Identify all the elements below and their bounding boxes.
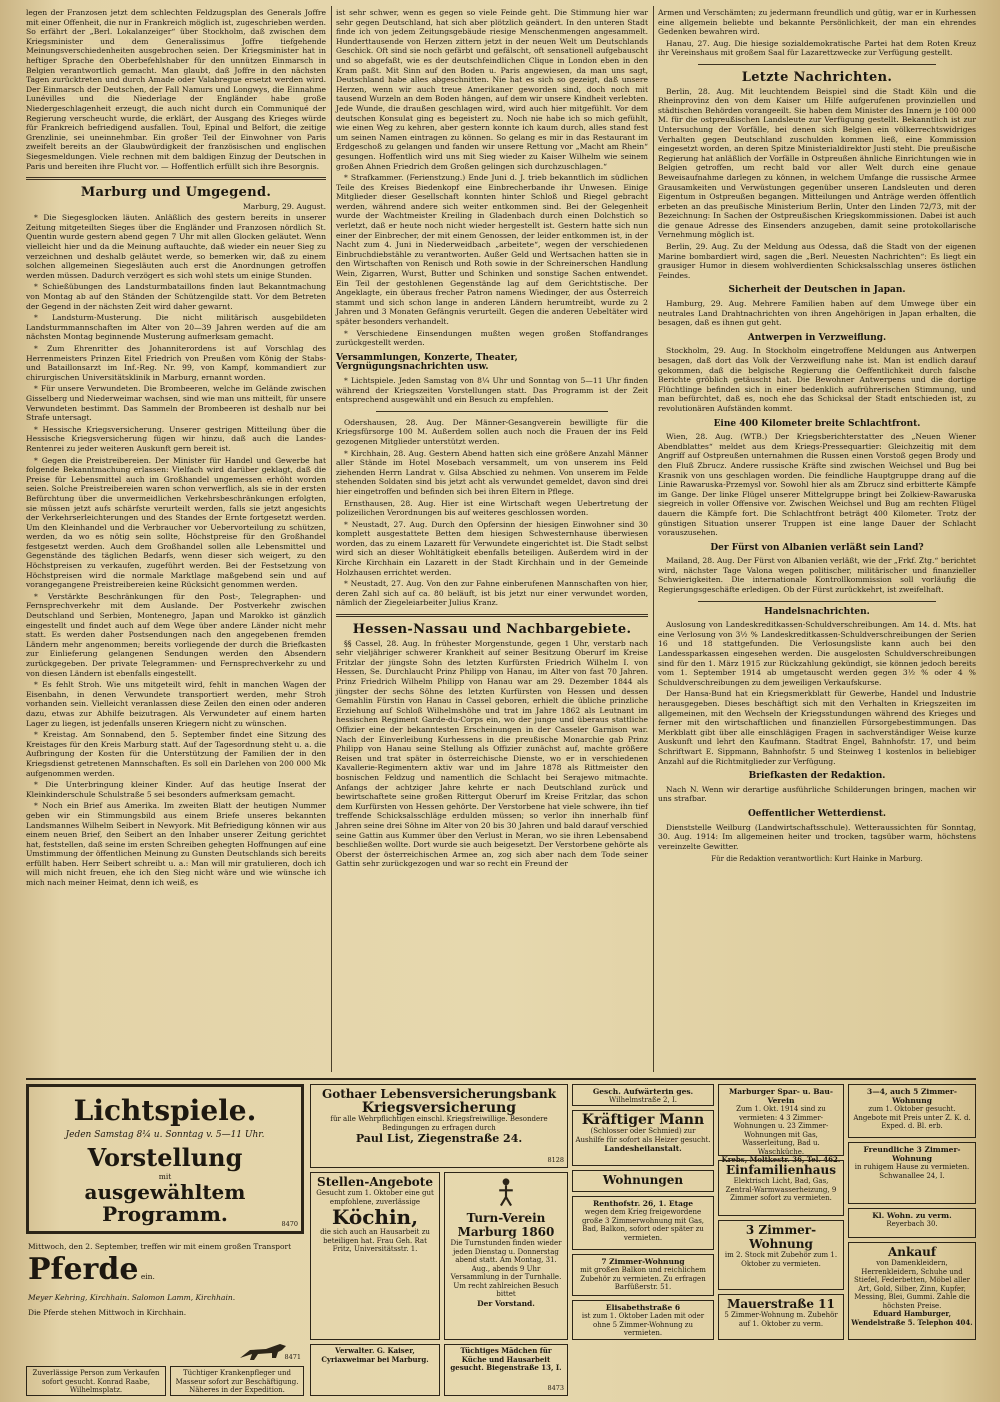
article-paragraph: * Strafkammer. (Ferienstzung.) Ende Juni d. J. trieb bekanntlich im südlichen Teile des Kreises Biedenkopf eine Einbrecherbande ihr Unwesen. Einige Mitglieder dieser Gesellschaft konnten hinter Schloß und Riegel gebracht werden, während andere sich weiter entkommen sind. Bei der Gelegenheit wurde der Wachtmeister Kreiling in Gladenbach durch einen Dolchstich so verletzt, daß er heute noch nicht wieder hergestellt ist. Gestern hatte sich nun einer der Einbrecher, der mit einem Genossen, der leider entkommen ist, in der Nacht zum 4. Juni in Niederweidbach „arbeitete“, wegen der verschiedenen Einbruchdiebstähle zu verantworten. Außer Geld und Wertsachen hatten sie in den Wirtschaften von Renisch und Roth sowie in der Schreinerschen Handlung Wein, Zigarren, Wurst, Butter und Schinken und sonstige Sachen entwendet. Ein Teil der gestohlenen Gegenstände lag auf dem Gerichtstische. Der Angeklagte, ein überaus frecher Patron namens Wiedinger, der aus Österreich stammt und sich schon lange in anderen Ländern herumtreibt, wurde zu 2 Jahren und 3 Monaten Gefängnis verurteilt. Gegen die anderen Uebeltäter wird später besonders verhandelt.	[336, 173, 648, 326]
ad-text: Meyer Kehring, Kirchhain. Salomon Lamm, Kirchhain.	[28, 1293, 236, 1302]
ad-name: Paul List, Ziegenstraße 24.	[355, 1132, 523, 1145]
ad-gothaer	[310, 1084, 568, 1168]
article-paragraph: * Noch ein Brief aus Amerika. Im zweiten Blatt der heutigen Nummer geben wir ein Stimmungsbild aus einem Briefe unseres bekannten Landsmannes Wilhelm Seibert in Newyork. Mit Befriedigung können wir aus einem neuen Brief, den Seibert an den Inhaber unserer Zeitung gerichtet hat, feststellen, daß seine im ersten Schreiben gehegten Hoffnungen auf eine Umstimmung der öffentlichen Meinung zu Gunsten Deutschlands sich bereits erfüllt haben. Herr Seibert schreibt u. a.: Man will mir gratulieren, doch ich will mich nicht freuen, ehe ich den Sieg nicht wäre und wie wünsche ich mich nach meiner Heimat, denn ich weiß, es	[26, 801, 326, 888]
ad-mauerstrasse	[718, 1294, 844, 1340]
ad-ref: 8471	[284, 1353, 301, 1361]
ad-title: Lichtspiele.	[73, 1094, 257, 1127]
ad-drei-zimmer	[718, 1220, 844, 1290]
subsection-heading: Eine 400 Kilometer breite Schlachtfront.	[713, 418, 921, 429]
article-paragraph: Dienststelle Weilburg (Landwirtschaftsschule). Wetteraussichten für Sonntag, 30. Aug. 1914: Im allgemeinen heiter und trocken, tagsüber warm, höchstens vereinzelte Gewitter.	[658, 822, 976, 851]
ad-title: Elisabethstraße 6	[605, 1303, 681, 1312]
ad-title: Stellen-Angebote	[317, 1175, 433, 1189]
ad-text: im 2. Stock mit Zubehör zum 1. Oktober zu vermieten.	[724, 1251, 838, 1268]
ad-text: Die Pferde stehen Mittwoch in Kirchhain.	[28, 1308, 187, 1317]
ad-title: Renthofstr. 26, 1. Etage	[593, 1199, 693, 1208]
article-paragraph: Nach N. Wenn wir derartige ausführliche Schilderungen bringen, machen wir uns strafbar.	[658, 784, 976, 804]
section-heading: Marburg und Umgegend.	[80, 185, 272, 201]
column-2	[336, 8, 648, 1074]
ad-text: Verwalter. G. Kaiser, Cyriaxweimar bei Marburg.	[321, 1346, 429, 1364]
article-paragraph: * Es fehlt Stroh. Wie uns mitgeteilt wird, fehlt in manchen Wagen der Eisenbahn, in denen Verwundete transportiert werden, mehr Stroh vorhanden sein. Vielleicht veranlassen diese Zeilen den einen oder anderen dazu, etwas zur Abhilfe beizutragen. Als Verwundeter auf einem harten Lager zu liegen, ist jedenfalls unseren Kriegern nicht zu wünschen.	[26, 680, 326, 728]
article-paragraph: * Kreistag. Am Sonnabend, den 5. September findet eine Sitzung des Kreistages für den Kreis Marburg statt. Auf der Tagesordnung steht u. a. die Aufbringung der Kosten für die Unterstützung der Familien der in den Kriegsdienst getretenen Mannschaften. Es soll ein Darlehen von 200 000 Mk aufgenommen werden.	[26, 730, 326, 778]
ad-name: Eduard Hamburger, Wendelstraße 5. Telephon 404.	[851, 1309, 973, 1327]
ad-title: Freundliche 3 Zimmer-Wohnung	[863, 1145, 961, 1163]
ad-text: Mittwoch, den 2. September, treffen wir mit einem großen Transport	[28, 1242, 292, 1251]
article-paragraph: Berlin, 28. Aug. Mit leuchtendem Beispiel sind die Stadt Köln und die Rheinprovinz den von dem Kaiser um Hilfe aufgerufenen provinziellen und städtischen Behörden vorangeeilt. Sie haben dem Minister des Innern je 100 000 M. für die ostpreußischen Landsleute zur Verfügung gestellt. Bekanntlich ist zur Untersuchung der Vorfälle, bei denen sich Belgien ein völkerrechtswidriges Verhalten gegen Deutschland zuschulden kommen ließ, eine Kommission eingesetzt worden, an deren Spitze Ministerialdirektor Justi steht. Die preußische Regierung hat anläßlich der Vorfälle in Ostpreußen ähnliche Einrichtungen wie in Belgien getroffen, um recht bald vor aller Welt durch eine genaue Beweisaufnahme darlegen zu können, in welchem Umfange die russische Armee Grausamkeiten und Verwüstungen gegenüber unseren Landsleuten und deren Eigentum in Ostpreußen begangen. Mitteilungen und Anträge werden öffentlich erbeten an das preußische Ministerium Berlin, Unter den Linden 72/73, mit der Bezeichnung: In Sachen der Ostpreußischen Kriegskommissionen. Dabei ist auch die genaue Adresse des Einsenders anzugeben, damit seine protokollarische Vernehmung möglich ist.	[658, 86, 976, 240]
ad-kraeftiger-mann	[572, 1110, 714, 1166]
subsection-heading: Sicherheit der Deutschen in Japan.	[728, 285, 906, 296]
advertisement-section	[26, 1078, 976, 1398]
article-paragraph: Stockholm, 29. Aug. In Stockholm eingetroffene Meldungen aus Antwerpen besagen, daß dort das Volk der Verzweiflung nahe ist. Man ist endlich darauf gekommen, daß die belgische Regierung die Oeffentlichkeit durch falsche Berichte gröblich getäuscht hat. Die Bewohner Antwerpens und die dortige Flüchtlinge befinden sich in einer bedenklich aufrührerischen Stimmung, und man befürchtet, daß es, noch ehe das Schicksal der Stadt entschieden ist, zu revolutionären Aufständen kommt.	[658, 346, 976, 413]
ad-text: in ruhigem Hause zu vermieten. Schwanallee 24, I.	[854, 1163, 970, 1180]
divider	[698, 64, 936, 65]
ad-text: die sich auch an Hausarbeit zu beteiligen hat. Frau Geh. Rat Fritz, Universitätsstr. 1.	[320, 1228, 430, 1253]
ad-einfamilienhaus	[718, 1160, 844, 1216]
article-paragraph: * Landsturm-Musterung. Die nicht militärisch ausgebildeten Landsturmmannschaften im Alter von 20—39 Jahren werden auf die am nächsten Montag beginnende Musterung aufmerksam gemacht.	[26, 313, 326, 342]
article-paragraph: Auslosung von Landeskreditkassen-Schuldverschreibungen. Am 14. d. Mts. hat eine Verlosung von 3½ % Landeskreditkassen-Schuldverschreibungen der Serien 16 und 18 stattgefunden. Die Verlosungsliste kann auch bei den Landessparkassen eingesehen werden. Die ausgelosten Schuldverschreibungen sind für den 1. März 1915 zur Rückzahlung gekündigt, sie können jedoch bereits vom 1. September 1914 ab umgetauscht werden gegen 3½ % oder 4 % Schuldverschreibungen zu dem jeweiligen Verkaufskurse.	[658, 620, 976, 687]
article-paragraph: * Schießübungen des Landsturmbataillons finden laut Bekanntmachung von Montag ab auf den Ständen der Schützengilde statt. Vor dem Betreten der Gegend in der nächsten Zeit wird daher gewarnt.	[26, 282, 326, 311]
ad-ref: 8470	[281, 1220, 298, 1228]
ad-stellen	[310, 1172, 440, 1340]
ad-text: Elektrisch Licht, Bad, Gas, Zentral-Warmwasserheizung, 9 Zimmer sofort zu vermieten.	[725, 1177, 837, 1202]
column-rule	[331, 6, 332, 1072]
article-paragraph: Der Hansa-Bund hat ein Kriegsmerkblatt für Gewerbe, Handel und Industrie herausgegeben. Dieses beschäftigt sich mit den Verhalten in Kriegszeiten im allgemeinen, mit den Wechseln der Kriegsstundungen während des Krieges und ferner mit den wirtschaftlichen und finanziellen Fürsorgebestimmungen. Das Merkblatt gibt über alle einschlägigen Fragen in sachverständiger Weise kurze Auskunft und lehrt den Kaufmann. Stadtrat Engel, Bahnhofstr. 17, und beim Schriftwart E. Sippmann, Bahnhofstr. 5 und Steinweg 1 kostenlos in beliebiger Anzahl auf die Richtmitglieder zur Verfügung.	[658, 689, 976, 766]
article-paragraph: * Die Siegesglocken läuten. Anläßlich des gestern bereits in unserer Zeitung mitgeteilten Sieges über die Engländer und Franzosen nördlich St. Quentin wurde gestern abend gegen 7 Uhr mit allen Glocken geläutet. Wenn vielleicht hier und da die Meinung auftauchte, daß wieder ein neuer Sieg zu verzeichnen und deshalb geläutet werde, so bemerken wir, daß zu einem solchen allgemeinen Siegesläuten auch erst die Anordnungen getroffen werden müssen. Dadurch verzögert es sich wohl stets um einige Stunden.	[26, 213, 326, 280]
ad-freundliche-wohnung	[848, 1142, 976, 1204]
ad-text: (Schlosser oder Schmied) zur Aushilfe für sofort als Heizer gesucht.	[575, 1127, 711, 1144]
ad-headline: Köchin,	[331, 1205, 419, 1229]
column-1	[26, 8, 326, 1074]
column-3	[658, 8, 976, 1074]
ad-times: Jeden Samstag 8¼ u. Sonntag v. 5—11 Uhr.	[65, 1130, 265, 1140]
article-paragraph: Mailand, 28. Aug. Der Fürst von Albanien verläßt, wie der „Frkf. Ztg.“ berichtet wird, nächster Tage Valona wegen politischer, militärischer und finanzieller Schwierigkeiten. Die internationale Kontrollkommission soll vorläufig die Regierungsgeschäfte erledigen. Ob der Fürst zurückkehrt, ist zweifelhaft.	[658, 556, 976, 595]
ad-title: Wohnungen	[602, 1173, 684, 1187]
article-paragraph: * Gegen die Preistreibereien. Der Minister für Handel und Gewerbe hat folgende Bekanntmachung erlassen: Vielfach wird darüber geklagt, daß die Preise für Lebensmittel auch im Großhandel ungemessen erhöht worden seien. Solche Preistreibereien waren schon verwerflich, als sie in der ersten Befürchtung über die unvermeidlichen Verkehrsbeschränkungen erfolgten, sie müssen jetzt aufs schärfste verurteilt werden, falls sie jetzt angesichts der Verkehrserleichterungen und des Standes der Ernte fortgesetzt werden. Um den Kleinhandel und die Verbraucher vor Uebervorteilung zu schützen, werden, da wo es nötig sein sollte, Höchstpreise für den Großhandel festgesetzt werden. Auch dem Großhandel sollen alle Lebensmittel und Gegenstände des täglichen Bedarfs, wenn dieser sich weigert, zu den Höchstpreisen zu verkaufen, zugeführt werden. Bei der Festsetzung von Höchstpreisen wird die normale Marktlage maßgebend sein und auf vorangegangene Preistreibereien keine Rücksicht genommen werden.	[26, 455, 326, 590]
ad-text: Tüchtiger Krankenpfleger und Masseur sofort zur Beschäftigung. Näheres in der Expedition.	[175, 1369, 299, 1394]
ad-text: Zuverlässige Person zum Verkaufen sofort gesucht. Konrad Raabe, Wilhelmsplatz.	[32, 1369, 160, 1394]
article-paragraph: * Lichtspiele. Jeden Samstag von 8¼ Uhr und Sonntag von 5—11 Uhr finden während der Kriegszeiten Vorstellungen statt. Das Programm ist der Zeit entsprechend ausgewählt und ein Besuch zu empfehlen.	[336, 375, 648, 405]
ad-name: Krebs, Moltkestr. 36, Tel. 462.	[721, 1155, 841, 1164]
ad-name: Landesheilanstalt.	[604, 1144, 682, 1153]
ad-title: 3 Zimmer-Wohnung	[745, 1223, 817, 1251]
column-rule	[653, 6, 654, 1072]
ad-title: Turn-Verein Marburg 1860	[457, 1211, 555, 1239]
article-paragraph: Wien, 28. Aug. (WTB.) Der Kriegsberichterstatter des „Neuen Wiener Abendblattes“ meldet aus dem Kriegs-Pressequartier: Gleichzeitig mit dem Angriff auf Ostpreußen unternahmen die Russen einen Vorstoß gegen Brody und den Fluß Zbrucz. Andere russische Kräfte sind zwischen Weichsel und Bug bei Krasnik von uns geschlagen worden. Die feindliche Hauptgruppe drang auf die Linie Rawaruska-Przemysl vor. Sowohl hier als am Zbrucz sind erbitterte Kämpfe im Gange. Der linke Flügel unserer Mittelgruppe bringt bei Zolkiew-Rawaruska siegreich in voller Offensive vor. Zwischen Weichsel und Bug am rechten Flügel dauern die Kämpfe fort. Die Schlachtfront beträgt 400 Kilometer. Trotz der günstigen Situation unserer Truppen ist eine lange Dauer der Schlacht vorauszusehen.	[658, 432, 976, 538]
article-paragraph: Armen und Verschämten; zu jedermann freundlich und gütig, war er in Kurhessen eine allgemein beliebte und bekannte Persönlichkeit, der man ein ehrendes Gedenken bewahren wird.	[658, 8, 976, 37]
divider	[376, 411, 608, 412]
ad-text: 5 Zimmer-Wohnung m. Zubehör auf 1. Oktober zu verm.	[724, 1311, 838, 1328]
dateline: Marburg, 29. August.	[243, 201, 326, 211]
article-paragraph: * Verschiedene Einsendungen mußten wegen großen Stoffandranges zurückgestellt werden.	[336, 328, 648, 348]
ad-bottom-pfleger	[170, 1366, 304, 1396]
ad-text: Tüchtiges Mädchen für Küche und Hausarbeit gesucht. Biegenstraße 13, I.	[450, 1346, 562, 1372]
ad-text: zum 1. Oktober gesucht. Angebote mit Preis unter Z. K. d. Exped. d. Bl. erb.	[853, 1105, 971, 1130]
lead-paragraph: legen der Franzosen jetzt dem schlechten Feldzugsplan des Generals Joffre mit einer Offenheit, die nur in Frankreich möglich ist, zugeschrieben werden. So erfährt der „Berl. Lokalanzeiger“ über Stockholm, daß zwischen dem Kriegsminister und dem Generalissimus Joffre tiefgehende Meinungsverschiedenheiten ausgebrochen seien. Der Kriegsminister hat in heftiger Sprache den Oberbefehlshaber für den unnützen Einmarsch in Belgien verantwortlich gemacht. Man glaubt, daß Joffre in den nächsten Tagen zurücktreten und durch Amade oder Valabregue ersetzt werden wird. Der Einmarsch der Deutschen, der Fall Namurs und Longwys, die Einnahme Lunévilles und die Niederlage der Engländer habe große Niedergeschlagenheit erzeugt, die auch nicht durch ein Communiqué der Regierung verscheucht wurde, die erklärt, der Ausgang des Krieges würde für Frankreich befriedigend ausfallen. Toul, Epinal und Belfort, die zeitige Grenzlinie, sei uneinnehmbar. Ein großer Teil der Einwohner von Paris zweifelt bereits an der Glaubwürdigkeit der französischen und englischen Siegesmeldungen. Viele rechnen mit dem baldigen Einzug der Deutschen in Paris und bereiten ihre Flucht vor. — Hoffentlich erfüllt sich ihre Besorgnis.	[26, 8, 326, 171]
ad-title: 7 Zimmer-Wohnung	[601, 1257, 685, 1266]
article-paragraph: Berlin, 29. Aug. Zu der Meldung aus Odessa, daß die Stadt von der eigenen Marine bombardiert wird, sagen die „Berl. Neuesten Nachrichten“: Es liegt ein grausiger Humor in diesem wohlverdienten Schicksalsschlag unseres östlichen Feindes.	[658, 242, 976, 280]
ad-wohnungen-header	[572, 1170, 714, 1192]
ad-sign: Der Vorstand.	[477, 1298, 535, 1308]
ad-verwalter	[310, 1344, 440, 1396]
ad-title: Kl. Wohn. zu verm.	[872, 1211, 952, 1220]
ad-aufwaerterin	[572, 1084, 714, 1106]
article-paragraph: Ernsthausen, 28. Aug. Hier ist eine Wirtschaft wegen Uebertretung der polizeilichen Verordnungen bis auf weiteres geschlossen worden.	[336, 498, 648, 518]
article-paragraph: Hanau, 27. Aug. Die hiesige sozialdemokratische Partei hat dem Roten Kreuz ihr Vereinshaus mit großem Saal für Lazarettzwecke zur Verfügung gestellt.	[658, 38, 976, 58]
article-paragraph: * Die Unterbringung kleiner Kinder. Auf das heutige Inserat der Kleinkinderschule Schulstraße 5 sei besonders aufmerksam gemacht.	[26, 780, 326, 799]
ad-bottom-person	[26, 1366, 166, 1396]
ad-maedchen	[444, 1344, 568, 1396]
gymnast-icon	[489, 1175, 523, 1209]
ad-turnverein	[444, 1172, 568, 1340]
section-heading: Letzte Nachrichten.	[741, 69, 893, 85]
ad-spar-bauverein	[718, 1084, 844, 1164]
ad-text: ein.	[140, 1272, 155, 1281]
divider	[26, 177, 326, 180]
ad-title: Ankauf	[887, 1245, 936, 1259]
article-paragraph: Odershausen, 28. Aug. Der Männer-Gesangverein bewilligte für die Kriegsfürsorge 100 M. Außerdem sollen auch noch die Frauen der ins Feld gezogenen Mitglieder unterstützt werden.	[336, 417, 648, 446]
ad-title: Kräftiger Mann	[581, 1112, 705, 1128]
ad-ref: 8473	[547, 1384, 564, 1392]
ad-text: Gesucht zum 1. Oktober eine gut empfohlene, zuverlässige	[316, 1189, 434, 1206]
subsection-heading: Versammlungen, Konzerte, Theater, Vergnügungsnachrichten usw.	[336, 352, 518, 373]
ad-elisabethstrasse	[572, 1300, 714, 1340]
ad-text: von Damenkleidern, Herrenkleidern, Schuhe und Stiefel, Federbetten, Möbel aller Art, Gold, Silber, Zinn, Kupfer, Messing, Blei, Gummi. Zahle die höchsten Preise.	[854, 1259, 970, 1310]
ad-renthofstrasse	[572, 1196, 714, 1250]
subsection-heading: Handelsnachrichten.	[764, 606, 870, 617]
ad-headline: Vorstellung	[87, 1143, 243, 1172]
ad-lichtspiele	[26, 1084, 304, 1234]
article-paragraph: * Neustadt, 27. Aug. Durch den Opfersinn der hiesigen Einwohner sind 30 komplett ausgestattete Betten dem hiesigen Schwesternhause überwiesen worden, das zu einem Lazarett für Verwundete eingerichtet ist. Die Stadt selbst wird sich an dieser Wohltätigkeit ebenfalls beteiligen. Außerdem wird in der Kirche Kirchhain ein Lazarett in der Stadt Kirchhain und in der Gemeinde Holzhausen errichtet werden.	[336, 519, 648, 577]
divider	[336, 614, 648, 617]
ad-title: 3—4, auch 5 Zimmer-Wohnung	[867, 1087, 957, 1105]
section-heading: Hessen-Nassau und Nachbargebiete.	[352, 622, 632, 638]
ad-title: Einfamilienhaus	[725, 1163, 837, 1177]
subsection-heading: Briefkasten der Redaktion.	[748, 771, 886, 782]
imprint: Für die Redaktion verantwortlich: Kurt Hainke in Marburg.	[711, 855, 923, 864]
ad-text: ist zum 1. Oktober Laden mit oder ohne 5 Zimmer-Wohnung zu vermieten.	[581, 1312, 705, 1337]
ad-headline: ausgewähltem Programm.	[84, 1180, 246, 1226]
ad-sieben-zimmer	[572, 1254, 714, 1296]
ad-title: Gothaer Lebensversicherungsbank	[321, 1087, 557, 1101]
article-paragraph: * Verstärkte Beschränkungen für den Post-, Telegraphen- und Fernsprechverkehr mit dem Auslande. Der Postverkehr zwischen Deutschland und Serbien, Montenegro, Japan und Marokko ist gänzlich eingestellt und findet auch auf dem Wege über andere Länder nicht mehr statt. Es werden daher Postsendungen nach den angegebenen fremden Ländern mehr angenommen; bereits vorliegende der durch die Briefkasten zur Einlieferung gelangenen Sendungen werden den Absendern zurückgegeben. Der private Telegrammen- und Fernsprechverkehr zu und von diesen Ländern ist ebenfalls eingestellt.	[26, 591, 326, 678]
article-paragraph: * Für unsere Verwundeten. Die Brombeeren, welche im Gelände zwischen Gisselberg und Niederweimar wachsen, sind wie man uns mitteilt, für unsere Verwundeten bestimmt. Das Sammeln der Brombeeren ist deshalb nur bei Strafe untersagt.	[26, 384, 326, 423]
article-paragraph: * Kirchhain, 28. Aug. Gestern Abend hatten sich eine größere Anzahl Männer aller Stände im Hotel Mosebach versammelt, um von unserem ins Feld ziehenden Herrn Landrat v. Gilsa Abschied zu nehmen. Von unserem im Felde stehenden Soldaten sind bis jetzt acht als verwundet gemeldet, davon sind drei hier eingetroffen und befinden sich bei ihren Eltern in Pflege.	[336, 448, 648, 496]
divider	[698, 601, 936, 602]
ad-text: Zum 1. Okt. 1914 sind zu vermieten: 4 3 Zimmer-Wohnungen u. 23 Zimmer-Wohnungen mit Gas, Wasserleitung, Bad u. Waschküche.	[733, 1105, 829, 1156]
subsection-heading: Oeffentlicher Wetterdienst.	[747, 808, 887, 819]
ad-headline: Kriegsversicherung	[361, 1100, 517, 1116]
article-paragraph: ist sehr schwer, wenn es gegen so viele Feinde geht. Die Stimmung hier war sehr gegen Deutschland, hat sich aber plötzlich geändert. In den unteren Stadt finde ich von jedem Zeitungsgebäude riesige Menschenmengen angesammelt. Hunderttausende von Herzen zittern jetzt in der neuen Welt um Deutschlands Geschick. Oft sind sie noch gefärbt und gefälscht, oft sensationell aufgebauscht und so abgefaßt, wie es der deutschfeindlichen Clique in London eben in den Kram paßt. Mit Sinn auf den Boden u. Paris angewiesen, da man uns sagt, Deutschland habe alles abgeschnitten. Nie hat es sich so gezeigt, daß unsere Herzen, wenn wir auch treue Amerikaner geworden sind, doch noch mit tausend Wurzeln an dem Boden hängen, auf dem wir unsere Kindheit verlebten. Jede Wunde, die draußen geschlagen wird, wird auch hier mitgefühlt. Vor dem deutschen Konsulat ging es begeistert zu. Noch nie habe ich so mich gefühlt, wie einen Weg zu kehren, aber gestern konnte ich kaum durch, alles stand fest um seinen Namen eintragen zu können. So gelang es mir in das Restaurant im Erdgeschoß zu gelangen und fanden wir unsere Rettung vor „Macht am Rhein“ gesungen. Hoffentlich wird uns mit Sieg wieder zu Kaiser Wilhelm wie seinem großen Ahnen Friedrich dem Großen gelingen sich durchzuschlagen.“	[336, 8, 648, 171]
article-paragraph: * Hessische Kriegsversicherung. Unserer gestrigen Mitteilung über die Hessische Kriegsversicherung fügen wir hinzu, daß auch die Landes-Rentenrei zu jeder weiteren Auskunft gern bereit ist.	[26, 424, 326, 453]
ad-kleine-wohnung	[848, 1208, 976, 1238]
ad-vier-zimmer	[848, 1084, 976, 1138]
ad-text: wegen dem Krieg freigewordene große 3 Zimmerwohnung mit Gas, Bad, Balkon, sofort oder später zu vermieten.	[581, 1208, 705, 1242]
ad-headline: Pferde	[28, 1252, 139, 1287]
subsection-heading: Der Fürst von Albanien verläßt sein Land?	[710, 542, 924, 553]
ad-title: Marburger Spar- u. Bau-Verein	[729, 1087, 833, 1105]
ad-text: für alle Wehrpflichtigen einschl. Kriegsfreiwillige. Besondere Bedingungen zu erfragen durch	[330, 1115, 548, 1132]
ad-title: Gesch. Aufwärterin ges.	[592, 1087, 694, 1096]
article-paragraph: * Zum Ehrenritter des Johanniterordens ist auf Vorschlag des Herrenmeisters Prinzen Eitel Friedrich von Preußen vom König der Stabs- und Bataillonsarzt im Inf.-Reg. Nr. 99, von Kampf, kommandiert zur chirurgischen Universitätsklinik in Marburg, ernannt worden.	[26, 344, 326, 382]
ad-ref: 8128	[547, 1156, 564, 1164]
ad-text: mit großen Balkon und reichlichem Zubehör zu vermieten. Zu erfragen Barfüßerstr. 51.	[580, 1266, 706, 1291]
article-paragraph: §§ Cassel, 28. Aug. In frühester Morgenstunde, gegen 1 Uhr, verstarb nach sehr vieljähriger schwerer Krankheit auf seiner Besitzung Oberurf im Kreise Fritzlar der jüngste Sohn des letzten Kurfürsten Friedrich Wilhelm I. von Hessen, Se. Durchlaucht Prinz Philipp von Hanau, im Alter von fast 70 Jahren. Prinz Friedrich Wilhelm Philipp von Hanau war am 29. Dezember 1844 als jüngster der sechs Söhne des letzten Kurfürsten von Hessen und dessen Gemahlin Fürstin von Hanau in Cassel geboren, erhielt die übliche prinzliche Erziehung auf Schloß Wilhelmshöhe und trat im Jahre 1862 als Leutnant im hessischen Regiment Garde-du-Corps ein, wo der junge und überaus stattliche Offizier eine der bekanntesten Erscheinungen in der Casseler Garnison war. Nach der Einverleibung Kurhessens in die preußische Monarchie gab Prinz Philipp von Hanau seine Stellung als Offizier zunächst auf, machte größere Reisen und trat später in österreichische Dienste, wo er in verschiedenen Kavallerie-Regimentern aktiv war und im Jahre 1878 als Rittmeister den bosnischen Feldzug und namentlich die Schlacht bei Serajewo mitmachte. Anfangs der achtziger Jahre kehrte er nach Deutschland zurück und bewirtschaftete seine großen Rittergut Oberurf im Kreise Fritzlar, das schon dem Kurfürsten von Hessen gehörte. Der Verstorbene hat viele schwere, ihn tief treffende Schicksalsschläge erdulden müssen; so verlor ihn innerhalb fünf Jahren seine drei Söhne im Alter von 20 bis 30 Jahren und bald darauf verschied seine Gattin aus Kummer über den Verlust in Meran, wo sie ihren Lebensabend beschließen wollte. Dort wurde sie auch beigesetzt. Der Verstorbene gehörte als Oberst der österreichischen Armee an, zog sich aber nach dem Tode seiner Gattin sehr zurückgezogen und war so recht ein Freund der	[336, 638, 648, 869]
ad-title: Mauerstraße 11	[727, 1297, 835, 1311]
ad-pferde	[26, 1240, 304, 1364]
ad-text: mit	[158, 1172, 172, 1181]
ad-text: Die Turnstunden finden wieder jeden Dienstag u. Donnerstag abend statt. Am Montag, 31. Aug., abends 9 Uhr Versammlung in der Turnhalle. Um recht zahlreichen Besuch bittet	[450, 1239, 562, 1298]
subsection-heading: Antwerpen in Verzweiflung.	[747, 332, 887, 343]
article-paragraph: Hamburg, 29. Aug. Mehrere Familien haben auf dem Umwege über ein neutrales Land Drahtnachrichten von ihren Angehörigen in Japan erhalten, die besagen, daß es ihnen gut geht.	[658, 299, 976, 328]
ad-text: Reyerbach 30.	[886, 1220, 938, 1228]
article-paragraph: * Neustadt, 27. Aug. Von den zur Fahne einberufenen Mannschaften von hier, deren Zahl sich auf ca. 80 beläuft, ist bis jetzt nur einer verwundet worden, nämlich der Ziegeleiarbeiter Julius Kranz.	[336, 579, 648, 608]
ad-text: Wilhelmstraße 2, I.	[609, 1096, 677, 1104]
ad-ankauf	[848, 1242, 976, 1340]
